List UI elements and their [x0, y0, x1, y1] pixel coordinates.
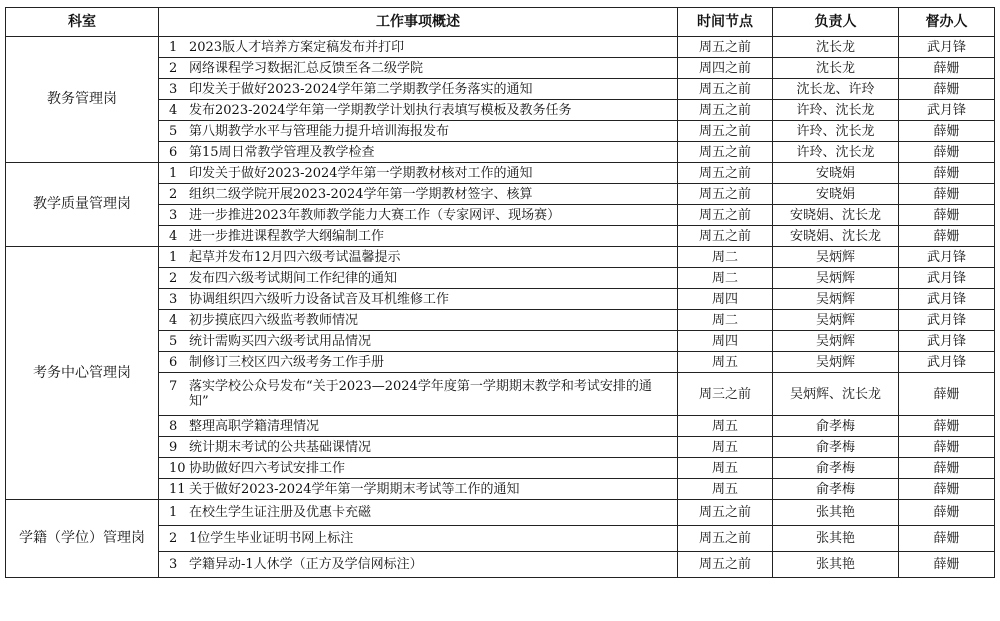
supervisor-cell: 武月锋 [899, 310, 995, 331]
dept-cell: 考务中心管理岗 [6, 247, 159, 500]
task-cell [159, 121, 678, 142]
time-cell: 周五之前 [678, 184, 773, 205]
task-cell [159, 526, 678, 552]
task-cell [159, 500, 678, 526]
task-number: 4 [169, 228, 178, 244]
task-text: 统计需购买四六级考试用品情况 [189, 333, 372, 349]
supervisor-cell: 薛姗 [899, 121, 995, 142]
dept-cell: 教学质量管理岗 [6, 163, 159, 247]
task-cell [159, 79, 678, 100]
header-owner: 负责人 [773, 8, 899, 37]
task-number: 3 [169, 291, 178, 307]
time-cell: 周二 [678, 247, 773, 268]
time-cell: 周五之前 [678, 552, 773, 578]
task-number: 3 [169, 207, 178, 223]
header-time: 时间节点 [678, 8, 773, 37]
owner-cell: 吴炳辉 [773, 352, 899, 373]
supervisor-cell: 薛姗 [899, 58, 995, 79]
task-number: 1 [169, 505, 178, 520]
owner-cell: 吴炳辉 [773, 331, 899, 352]
task-text: 第八期教学水平与管理能力提升培训海报发布 [189, 123, 450, 139]
task-number: 4 [169, 312, 178, 328]
supervisor-cell: 武月锋 [899, 37, 995, 58]
task-number: 3 [169, 81, 178, 97]
time-cell: 周五之前 [678, 163, 773, 184]
time-cell: 周五之前 [678, 142, 773, 163]
task-number: 5 [169, 123, 178, 139]
task-text: 进一步推进2023年教师教学能力大赛工作（专家网评、现场赛） [189, 207, 561, 223]
time-cell: 周五 [678, 416, 773, 437]
task-cell [159, 352, 678, 373]
owner-cell: 沈长龙、许玲 [773, 79, 899, 100]
owner-cell: 俞孝梅 [773, 458, 899, 479]
task-number: 6 [169, 354, 178, 370]
owner-cell: 吴炳辉 [773, 268, 899, 289]
task-cell [159, 247, 678, 268]
task-text: 统计期末考试的公共基础课情况 [189, 439, 372, 455]
supervisor-cell: 薛姗 [899, 373, 995, 416]
time-cell: 周五之前 [678, 79, 773, 100]
supervisor-cell: 薛姗 [899, 416, 995, 437]
time-cell: 周五 [678, 437, 773, 458]
supervisor-cell: 武月锋 [899, 352, 995, 373]
table-row [6, 247, 995, 268]
table-row [6, 163, 995, 184]
task-cell [159, 552, 678, 578]
header-supervisor: 督办人 [899, 8, 995, 37]
task-number: 4 [169, 102, 178, 118]
dept-cell: 学籍（学位）管理岗 [6, 500, 159, 578]
task-cell [159, 437, 678, 458]
task-number: 6 [169, 144, 178, 160]
task-text: 整理高职学籍清理情况 [189, 418, 320, 434]
supervisor-cell: 武月锋 [899, 331, 995, 352]
owner-cell: 沈长龙 [773, 37, 899, 58]
task-text: 印发关于做好2023-2024学年第二学期教学任务落实的通知 [189, 81, 533, 97]
task-cell [159, 58, 678, 79]
owner-cell: 安晓娟、沈长龙 [773, 226, 899, 247]
time-cell: 周五 [678, 479, 773, 500]
supervisor-cell: 薛姗 [899, 163, 995, 184]
owner-cell: 张其艳 [773, 552, 899, 578]
supervisor-cell: 薛姗 [899, 184, 995, 205]
time-cell: 周五之前 [678, 121, 773, 142]
owner-cell: 安晓娟 [773, 163, 899, 184]
task-text: 组织二级学院开展2023-2024学年第一学期教材签字、核算 [189, 186, 533, 202]
time-cell: 周五之前 [678, 500, 773, 526]
task-number: 9 [169, 439, 178, 455]
supervisor-cell: 薛姗 [899, 458, 995, 479]
supervisor-cell: 武月锋 [899, 268, 995, 289]
task-number: 2 [169, 531, 178, 546]
task-text: 在校生学生证注册及优惠卡充磁 [189, 505, 372, 520]
task-number: 8 [169, 418, 178, 434]
task-cell [159, 100, 678, 121]
supervisor-cell: 武月锋 [899, 247, 995, 268]
task-cell [159, 142, 678, 163]
task-number: 1 [169, 165, 178, 181]
task-text: 落实学校公众号发布“关于2023—2024学年度第一学期期末教学和考试安排的通知” [189, 379, 652, 409]
header-dept: 科室 [6, 8, 159, 37]
task-cell [159, 289, 678, 310]
task-cell [159, 163, 678, 184]
supervisor-cell: 薛姗 [899, 526, 995, 552]
task-number: 3 [169, 557, 178, 572]
owner-cell: 安晓娟 [773, 184, 899, 205]
time-cell: 周二 [678, 310, 773, 331]
task-number: 5 [169, 333, 178, 349]
task-cell [159, 416, 678, 437]
owner-cell: 吴炳辉 [773, 289, 899, 310]
time-cell: 周二 [678, 268, 773, 289]
task-text: 网络课程学习数据汇总反馈至各二级学院 [189, 60, 424, 76]
task-text: 进一步推进课程教学大纲编制工作 [189, 228, 385, 244]
task-text: 第15周日常教学管理及教学检查 [189, 144, 375, 160]
supervisor-cell: 薛姗 [899, 205, 995, 226]
task-text: 初步摸底四六级监考教师情况 [189, 312, 359, 328]
owner-cell: 许玲、沈长龙 [773, 121, 899, 142]
header-row [6, 8, 995, 37]
owner-cell: 吴炳辉 [773, 310, 899, 331]
time-cell: 周五之前 [678, 526, 773, 552]
supervisor-cell: 薛姗 [899, 79, 995, 100]
task-number: 2 [169, 60, 178, 76]
time-cell: 周四 [678, 331, 773, 352]
task-number: 10 [169, 460, 186, 476]
task-text: 起草并发布12月四六级考试温馨提示 [189, 249, 401, 265]
owner-cell: 张其艳 [773, 500, 899, 526]
owner-cell: 俞孝梅 [773, 437, 899, 458]
owner-cell: 张其艳 [773, 526, 899, 552]
owner-cell: 俞孝梅 [773, 479, 899, 500]
task-text: 协调组织四六级听力设备试音及耳机维修工作 [189, 291, 450, 307]
task-number: 1 [169, 249, 178, 265]
task-text: 1位学生毕业证明书网上标注 [189, 531, 354, 546]
time-cell: 周五 [678, 352, 773, 373]
owner-cell: 安晓娟、沈长龙 [773, 205, 899, 226]
time-cell: 周五之前 [678, 100, 773, 121]
task-text: 印发关于做好2023-2024学年第一学期教材核对工作的通知 [189, 165, 533, 181]
owner-cell: 沈长龙 [773, 58, 899, 79]
task-cell [159, 268, 678, 289]
task-text: 协助做好四六考试安排工作 [189, 460, 346, 476]
dept-cell: 教务管理岗 [6, 37, 159, 163]
task-text: 关于做好2023-2024学年第一学期期末考试等工作的通知 [189, 481, 520, 497]
supervisor-cell: 薛姗 [899, 437, 995, 458]
task-text: 发布2023-2024学年第一学期教学计划执行表填写模板及教务任务 [189, 102, 572, 118]
task-text: 发布四六级考试期间工作纪律的通知 [189, 270, 398, 286]
time-cell: 周五之前 [678, 37, 773, 58]
task-number: 1 [169, 39, 178, 55]
task-number: 2 [169, 270, 178, 286]
owner-cell: 吴炳辉、沈长龙 [773, 373, 899, 416]
task-number: 11 [169, 481, 186, 497]
time-cell: 周三之前 [678, 373, 773, 416]
owner-cell: 许玲、沈长龙 [773, 142, 899, 163]
supervisor-cell: 薛姗 [899, 500, 995, 526]
task-number: 7 [169, 379, 178, 394]
supervisor-cell: 薛姗 [899, 552, 995, 578]
time-cell: 周五之前 [678, 205, 773, 226]
task-cell [159, 226, 678, 247]
task-cell [159, 373, 678, 416]
table-row [6, 37, 995, 58]
time-cell: 周四之前 [678, 58, 773, 79]
task-text: 制修订三校区四六级考务工作手册 [189, 354, 385, 370]
task-cell [159, 184, 678, 205]
time-cell: 周五 [678, 458, 773, 479]
supervisor-cell: 薛姗 [899, 142, 995, 163]
owner-cell: 吴炳辉 [773, 247, 899, 268]
owner-cell: 许玲、沈长龙 [773, 100, 899, 121]
table-body [6, 37, 995, 578]
time-cell: 周五之前 [678, 226, 773, 247]
task-cell [159, 479, 678, 500]
task-cell [159, 205, 678, 226]
task-text: 学籍异动-1人休学（正方及学信网标注） [189, 557, 423, 572]
supervisor-cell: 薛姗 [899, 479, 995, 500]
work-schedule-table [5, 7, 995, 578]
task-cell [159, 37, 678, 58]
task-cell [159, 310, 678, 331]
table-row [6, 500, 995, 526]
supervisor-cell: 薛姗 [899, 226, 995, 247]
owner-cell: 俞孝梅 [773, 416, 899, 437]
time-cell: 周四 [678, 289, 773, 310]
task-cell [159, 331, 678, 352]
task-text: 2023版人才培养方案定稿发布并打印 [189, 39, 405, 55]
supervisor-cell: 武月锋 [899, 289, 995, 310]
header-task: 工作事项概述 [159, 8, 678, 37]
supervisor-cell: 武月锋 [899, 100, 995, 121]
task-number: 2 [169, 186, 178, 202]
task-cell [159, 458, 678, 479]
